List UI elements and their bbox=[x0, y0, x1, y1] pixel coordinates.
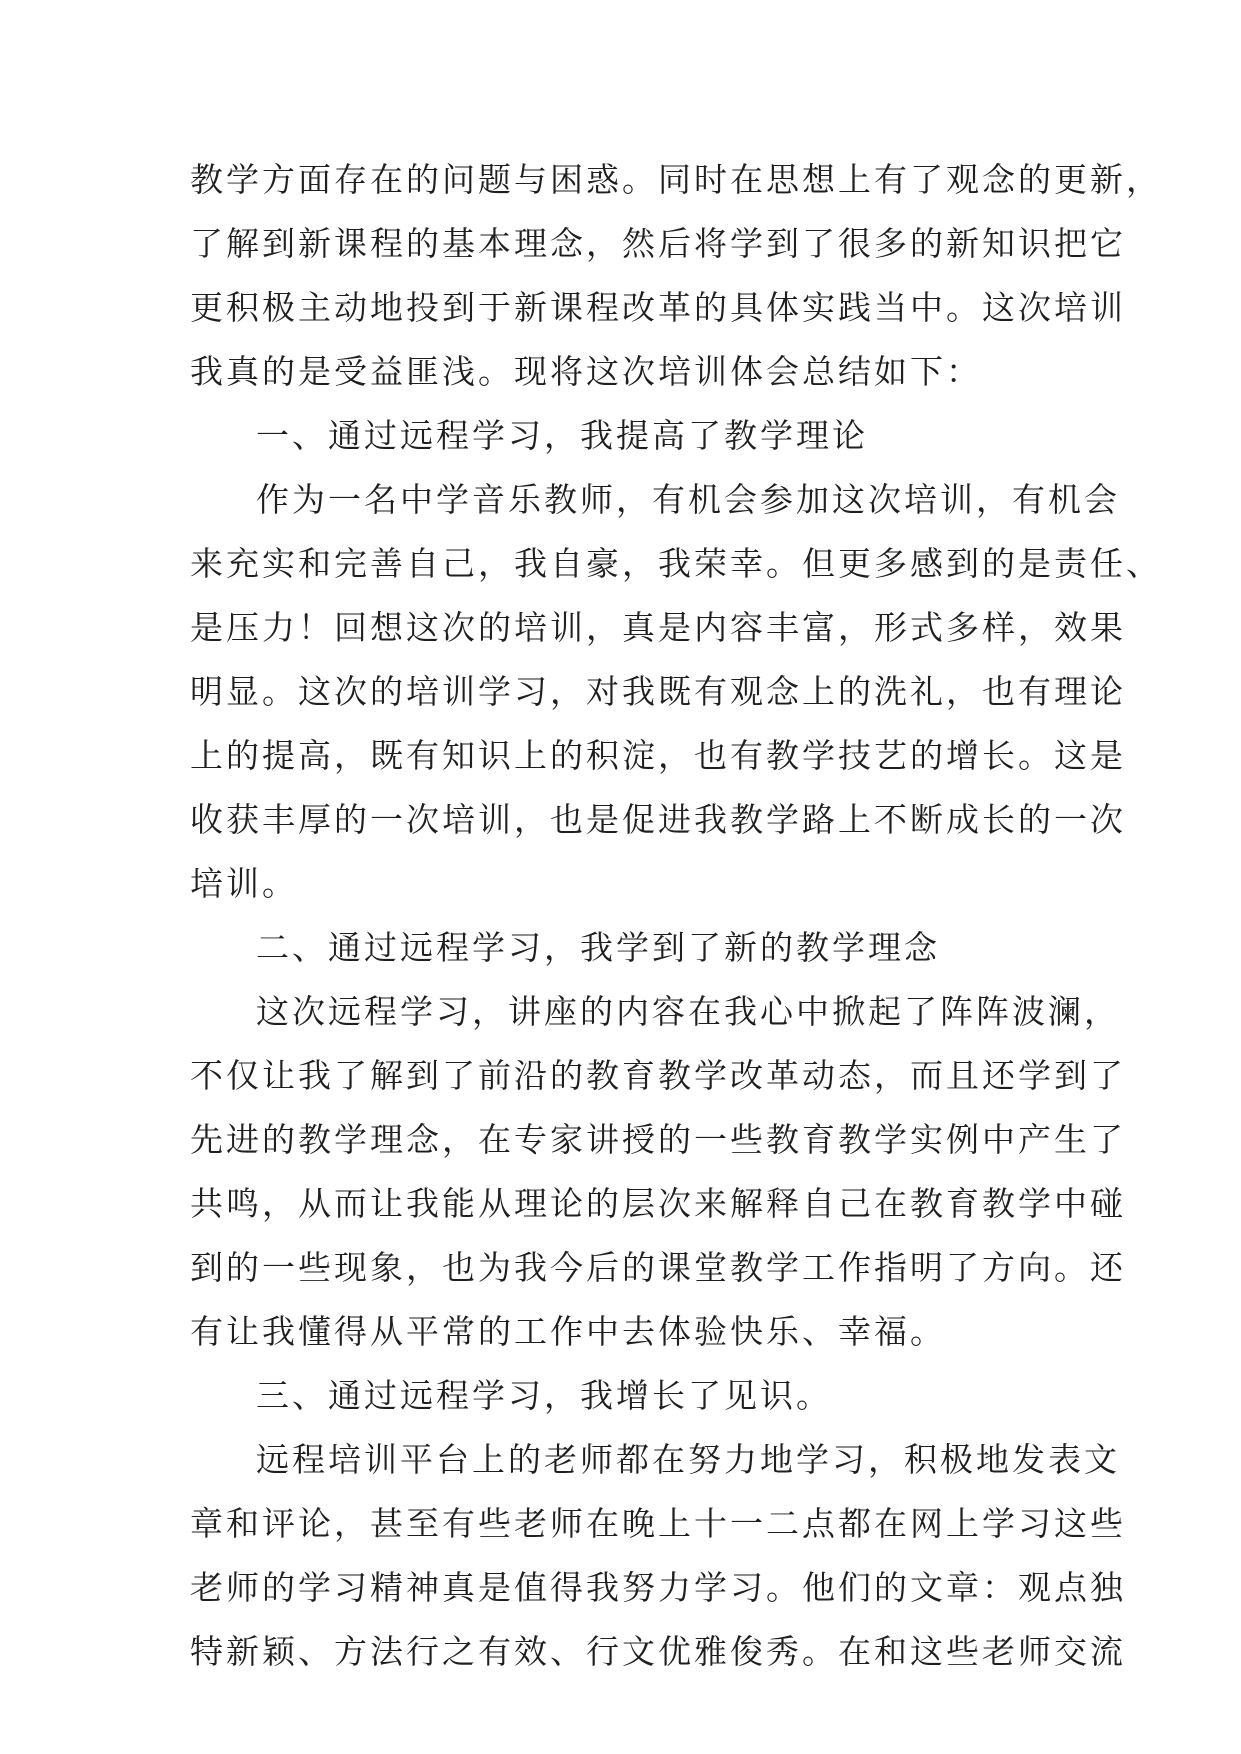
text-line: 培训。 bbox=[190, 864, 298, 903]
text-line: 这次远程学习，讲座的内容在我心中掀起了阵阵波澜， bbox=[256, 992, 1120, 1031]
text-line: 到的一些现象，也为我今后的课堂教学工作指明了方向。还 bbox=[190, 1248, 1126, 1287]
text-line: 收获丰厚的一次培训，也是促进我教学路上不断成长的一次 bbox=[190, 800, 1126, 839]
text-line: 更积极主动地投到于新课程改革的具体实践当中。这次培训 bbox=[190, 288, 1126, 327]
text-line: 远程培训平台上的老师都在努力地学习，积极地发表文 bbox=[256, 1440, 1120, 1479]
text-line: 共鸣，从而让我能从理论的层次来解释自己在教育教学中碰 bbox=[190, 1184, 1126, 1223]
text-line: 章和评论，甚至有些老师在晚上十一二点都在网上学习这些 bbox=[190, 1504, 1126, 1543]
text-line: 有让我懂得从平常的工作中去体验快乐、幸福。 bbox=[190, 1312, 946, 1351]
text-line: 先进的教学理念，在专家讲授的一些教育教学实例中产生了 bbox=[190, 1120, 1126, 1159]
text-line: 来充实和完善自己，我自豪，我荣幸。但更多感到的是责任、 bbox=[190, 544, 1162, 583]
text-line: 教学方面存在的问题与困惑。同时在思想上有了观念的更新， bbox=[190, 160, 1162, 199]
section-heading-2: 二、通过远程学习，我学到了新的教学理念 bbox=[256, 928, 940, 967]
text-line: 明显。这次的培训学习，对我既有观念上的洗礼，也有理论 bbox=[190, 672, 1126, 711]
text-line: 了解到新课程的基本理念，然后将学到了很多的新知识把它 bbox=[190, 224, 1126, 263]
body-text bbox=[190, 148, 1162, 1684]
text-line: 上的提高，既有知识上的积淀，也有教学技艺的增长。这是 bbox=[190, 736, 1126, 775]
text-line: 特新颖、方法行之有效、行文优雅俊秀。在和这些老师交流 bbox=[190, 1632, 1126, 1671]
section-heading-1: 一、通过远程学习，我提高了教学理论 bbox=[256, 416, 868, 455]
text-line: 作为一名中学音乐教师，有机会参加这次培训，有机会 bbox=[256, 480, 1120, 519]
text-line: 不仅让我了解到了前沿的教育教学改革动态，而且还学到了 bbox=[190, 1056, 1126, 1095]
section-heading-3: 三、通过远程学习，我增长了见识。 bbox=[256, 1376, 832, 1415]
text-line: 是压力！回想这次的培训，真是内容丰富，形式多样，效果 bbox=[190, 608, 1126, 647]
text-line: 我真的是受益匪浅。现将这次培训体会总结如下： bbox=[190, 352, 982, 391]
text-line: 老师的学习精神真是值得我努力学习。他们的文章：观点独 bbox=[190, 1568, 1126, 1607]
